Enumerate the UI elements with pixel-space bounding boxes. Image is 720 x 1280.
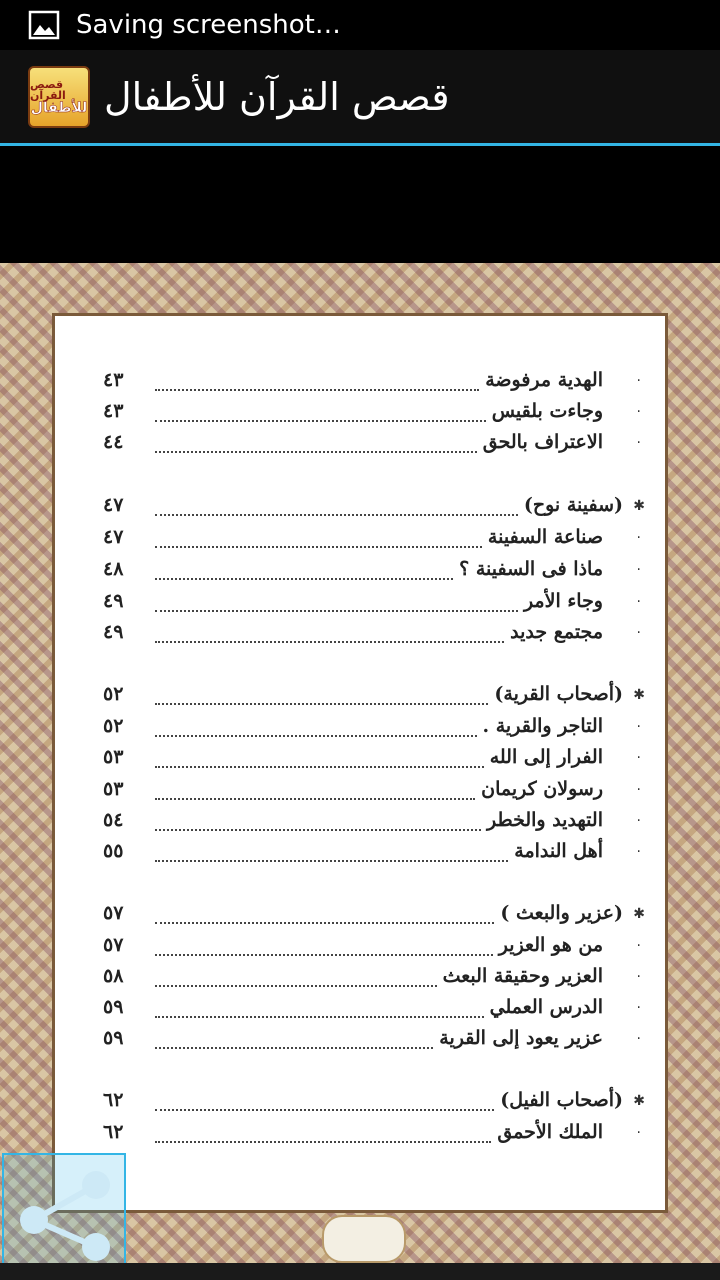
toc-entry-label: رسولان كريمان [481, 778, 603, 800]
toc-page-number: ٥٧ [103, 934, 124, 956]
toc-page-number: ٤٨ [103, 558, 124, 580]
toc-entry-label: من هو العزير [498, 934, 603, 956]
toc-entry-label: الدرس العملي [489, 996, 603, 1018]
bullet-dot-icon: · [636, 625, 641, 641]
toc-dot-leader [155, 954, 493, 956]
toc-dot-leader [155, 578, 453, 580]
toc-row [55, 558, 665, 588]
toc-page-number: ٤٣ [103, 369, 124, 391]
toc-page-number: ٥٩ [103, 1027, 124, 1049]
bullet-dot-icon: · [636, 562, 641, 578]
page-ornament [322, 1215, 406, 1263]
toc-dot-leader [155, 451, 477, 453]
toc-dot-leader [155, 420, 486, 422]
toc-page-number: ٥٩ [103, 996, 124, 1018]
toc-page-number: ٥٢ [103, 683, 124, 705]
status-notification-text: Saving screenshot… [76, 10, 341, 40]
toc-dot-leader [155, 1109, 494, 1111]
bullet-dot-icon: · [636, 844, 641, 860]
image-icon [28, 9, 60, 41]
toc-dot-leader [155, 610, 518, 612]
toc-panel [52, 313, 668, 1213]
toc-entry-label: (أصحاب القرية) [494, 683, 623, 705]
toc-page-number: ٥٣ [103, 778, 124, 800]
toc-entry-label: أهل الندامة [514, 840, 603, 862]
share-icon[interactable] [4, 1155, 124, 1275]
share-overlay[interactable] [2, 1153, 126, 1277]
toc-page-number: ٤٩ [103, 621, 124, 643]
bullet-dot-icon: · [636, 719, 641, 735]
toc-entry-label: مجتمع جديد [510, 621, 603, 643]
toc-row [55, 809, 665, 839]
bottom-strip [0, 1263, 720, 1280]
section-star-icon: ✱ [633, 687, 645, 703]
toc-dot-leader [155, 985, 437, 987]
toc-page-number: ٥٢ [103, 715, 124, 737]
bullet-dot-icon: · [636, 594, 641, 610]
section-star-icon: ✱ [633, 1093, 645, 1109]
bullet-dot-icon: · [636, 1125, 641, 1141]
bullet-dot-icon: · [636, 750, 641, 766]
action-bar [0, 50, 720, 146]
toc-page-number: ٥٣ [103, 746, 124, 768]
toc-page-number: ٤٧ [103, 494, 124, 516]
bullet-dot-icon: · [636, 530, 641, 546]
toc-dot-leader [155, 735, 477, 737]
toc-entry-label: صناعة السفينة [487, 526, 603, 548]
toc-row [55, 369, 665, 399]
toc-row [55, 1027, 665, 1057]
app-title: قصص القرآن للأطفال [104, 74, 450, 119]
toc-row [55, 746, 665, 776]
toc-row [55, 996, 665, 1026]
toc-page-number: ٥٤ [103, 809, 124, 831]
bullet-dot-icon: · [636, 1031, 641, 1047]
app-logo-text-bottom: للأطفال [30, 99, 88, 116]
toc-page-number: ٤٤ [103, 431, 124, 453]
toc-entry-label: التهديد والخطر [487, 809, 603, 831]
toc-dot-leader [155, 389, 479, 391]
toc-entry-label: الهدية مرفوضة [485, 369, 603, 391]
bullet-dot-icon: · [636, 813, 641, 829]
toc-entry-label: (عزير والبعث ) [500, 902, 623, 924]
app-logo-text-top: قصص القرآن [30, 77, 66, 102]
toc-page-number: ٦٢ [103, 1089, 124, 1111]
toc-section-row [55, 1089, 665, 1119]
toc-dot-leader [155, 766, 484, 768]
app-logo-icon[interactable] [28, 66, 90, 128]
toc-row [55, 621, 665, 651]
toc-dot-leader [155, 860, 508, 862]
toc-entry-label: ماذا فى السفينة ؟ [459, 558, 603, 580]
toc-dot-leader [155, 641, 504, 643]
toc-row [55, 526, 665, 556]
bullet-dot-icon: · [636, 1000, 641, 1016]
toc-entry-label: وجاء الأمر [523, 590, 603, 612]
content-top-gap [0, 146, 720, 263]
toc-dot-leader [155, 703, 488, 705]
toc-dot-leader [155, 798, 475, 800]
bullet-dot-icon: · [636, 782, 641, 798]
toc-section-row [55, 683, 665, 713]
toc-dot-leader [155, 1016, 484, 1018]
toc-row [55, 715, 665, 745]
bullet-dot-icon: · [636, 404, 641, 420]
toc-page-number: ٦٢ [103, 1121, 124, 1143]
toc-entry-label: (سفينة نوح) [523, 494, 623, 516]
toc-row [55, 778, 665, 808]
toc-dot-leader [155, 514, 518, 516]
toc-entry-label: عزير يعود إلى القرية [439, 1027, 603, 1049]
toc-entry-label: العزير وحقيقة البعث [442, 965, 603, 987]
toc-page-number: ٤٧ [103, 526, 124, 548]
toc-dot-leader [155, 1141, 491, 1143]
toc-entry-label: الفرار إلى الله [489, 746, 603, 768]
toc-entry-label: (أصحاب الفيل) [500, 1089, 623, 1111]
toc-dot-leader [155, 1047, 433, 1049]
toc-row [55, 431, 665, 461]
toc-section-row [55, 494, 665, 524]
toc-entry-label: الاعتراف بالحق [482, 431, 603, 453]
toc-row [55, 840, 665, 870]
toc-section-row [55, 902, 665, 932]
toc-page-number: ٥٧ [103, 902, 124, 924]
toc-page-number: ٤٣ [103, 400, 124, 422]
toc-page-number: ٤٩ [103, 590, 124, 612]
bullet-dot-icon: · [636, 373, 641, 389]
bullet-dot-icon: · [636, 938, 641, 954]
bullet-dot-icon: · [636, 435, 641, 451]
toc-entry-label: الملك الأحمق [497, 1121, 603, 1143]
section-star-icon: ✱ [633, 906, 645, 922]
bullet-dot-icon: · [636, 969, 641, 985]
toc-row [55, 590, 665, 620]
toc-row [55, 934, 665, 964]
toc-row [55, 1121, 665, 1151]
toc-dot-leader [155, 829, 481, 831]
status-bar [0, 0, 720, 50]
section-star-icon: ✱ [633, 498, 645, 514]
toc-row [55, 965, 665, 995]
toc-row [55, 400, 665, 430]
toc-dot-leader [155, 546, 482, 548]
toc-page-number: ٥٨ [103, 965, 124, 987]
toc-entry-label: التاجر والقرية . [482, 715, 603, 737]
toc-page-number: ٥٥ [103, 840, 124, 862]
toc-dot-leader [155, 922, 494, 924]
toc-entry-label: وجاءت بلقيس [491, 400, 603, 422]
book-page[interactable] [0, 263, 720, 1263]
